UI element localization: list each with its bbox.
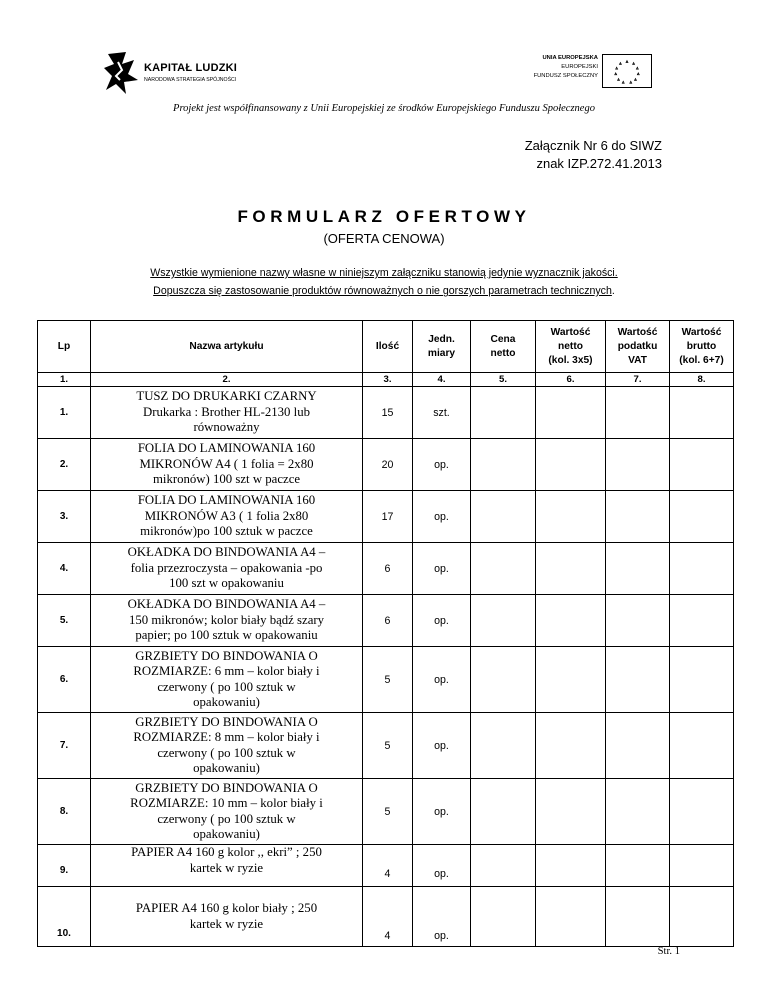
row-price-cell[interactable] — [471, 887, 536, 947]
table-row — [38, 439, 734, 491]
row-name: FOLIA DO LAMINOWANIA 160 MIKRONÓW A3 ( 1 folia 2x80 mikronów)po 100 sztuk w paczce — [91, 491, 363, 543]
header-price: Cena netto — [471, 321, 536, 373]
row-unit: szt. — [413, 387, 471, 439]
page-number: Str. 1 — [657, 946, 680, 957]
row-price-cell[interactable] — [471, 595, 536, 647]
table-header-row — [38, 321, 734, 373]
row-price-cell[interactable] — [471, 713, 536, 779]
row-price-cell[interactable] — [471, 647, 536, 713]
table-row — [38, 713, 734, 779]
table-row — [38, 387, 734, 439]
row-lp: 6. — [38, 647, 91, 713]
row-unit: op. — [413, 647, 471, 713]
kapital-ludzki-title: KAPITAŁ LUDZKI — [144, 62, 238, 74]
notice-line1: Wszystkie wymienione nazwy własne w niniejszym załączniku stanowią jedynie wyznacznik jakości. — [150, 267, 618, 279]
attachment-reference: znak IZP.272.41.2013 — [536, 156, 662, 171]
row-qty: 20 — [363, 439, 413, 491]
row-net-cell[interactable] — [536, 439, 606, 491]
row-vat-cell[interactable] — [606, 439, 670, 491]
table-row — [38, 845, 734, 887]
attachment-info — [525, 137, 662, 173]
row-lp: 5. — [38, 595, 91, 647]
row-vat-cell[interactable] — [606, 595, 670, 647]
funding-note: Projekt jest współfinansowany z Unii Europejskiej ze środków Europejskiego Funduszu Społecznego — [173, 103, 595, 114]
row-lp: 7. — [38, 713, 91, 779]
row-name: PAPIER A4 160 g kolor ,, ekri” ; 250 kartek w ryzie — [91, 845, 363, 887]
table-row — [38, 491, 734, 543]
row-lp: 1. — [38, 387, 91, 439]
notice-line2: Dopuszcza się zastosowanie produktów równoważnych o nie gorszych parametrach technicznych — [153, 285, 612, 297]
row-qty: 6 — [363, 595, 413, 647]
eu-logo — [512, 52, 652, 94]
row-name: TUSZ DO DRUKARKI CZARNY Drukarka : Brother HL-2130 lub równoważny — [91, 387, 363, 439]
kapital-ludzki-emblem-icon — [104, 50, 140, 96]
page-subtitle: (OFERTA CENOWA) — [323, 231, 445, 246]
row-price-cell[interactable] — [471, 779, 536, 845]
row-name: OKŁADKA DO BINDOWANIA A4 – folia przezroczysta – opakowania -po 100 szt w opakowaniu — [91, 543, 363, 595]
row-gross-cell[interactable] — [670, 439, 734, 491]
row-qty: 5 — [363, 713, 413, 779]
row-gross-cell[interactable] — [670, 713, 734, 779]
row-net-cell[interactable] — [536, 491, 606, 543]
row-lp: 4. — [38, 543, 91, 595]
col-number: 2. — [91, 373, 363, 387]
header-name: Nazwa artykułu — [91, 321, 363, 373]
header-unit: Jedn. miary — [413, 321, 471, 373]
row-vat-cell[interactable] — [606, 491, 670, 543]
row-unit: op. — [413, 845, 471, 887]
row-lp: 9. — [38, 845, 91, 887]
row-name: GRZBIETY DO BINDOWANIA O ROZMIARZE: 8 mm – kolor biały i czerwony ( po 100 sztuk w opakowaniu) — [91, 713, 363, 779]
eu-logo-line3: FUNDUSZ SPOŁECZNY — [533, 73, 598, 79]
header-gross-value: Wartość brutto (kol. 6+7) — [670, 321, 734, 373]
row-gross-cell[interactable] — [670, 387, 734, 439]
row-unit: op. — [413, 779, 471, 845]
row-unit: op. — [413, 595, 471, 647]
col-number: 5. — [471, 373, 536, 387]
row-gross-cell[interactable] — [670, 491, 734, 543]
page-title: FORMULARZ OFERTOWY — [237, 207, 531, 226]
col-number: 7. — [606, 373, 670, 387]
row-unit: op. — [413, 491, 471, 543]
row-name: OKŁADKA DO BINDOWANIA A4 – 150 mikronów; kolor biały bądź szary papier; po 100 sztuk w opakowaniu — [91, 595, 363, 647]
table-row — [38, 647, 734, 713]
table-row — [38, 779, 734, 845]
row-unit: op. — [413, 713, 471, 779]
kapital-ludzki-logo — [104, 50, 274, 96]
row-name: GRZBIETY DO BINDOWANIA O ROZMIARZE: 10 mm – kolor biały i czerwony ( po 100 sztuk w opakowaniu) — [91, 779, 363, 845]
col-number: 1. — [38, 373, 91, 387]
row-vat-cell[interactable] — [606, 543, 670, 595]
row-vat-cell[interactable] — [606, 845, 670, 887]
row-gross-cell[interactable] — [670, 887, 734, 947]
row-gross-cell[interactable] — [670, 595, 734, 647]
header-qty: Ilość — [363, 321, 413, 373]
row-vat-cell[interactable] — [606, 779, 670, 845]
row-vat-cell[interactable] — [606, 887, 670, 947]
quality-notice: Wszystkie wymienione nazwy własne w niniejszym załączniku stanowią jedynie wyznacznik jakości. Dopuszcza się zastosowanie produktów równoważnych o nie gorszych parametrach technicznych. — [150, 267, 618, 297]
attachment-number: Załącznik Nr 6 do SIWZ — [524, 138, 662, 153]
row-lp: 3. — [38, 491, 91, 543]
row-qty: 6 — [363, 543, 413, 595]
row-lp: 2. — [38, 439, 91, 491]
row-unit: op. — [413, 887, 471, 947]
row-vat-cell[interactable] — [606, 647, 670, 713]
col-number: 8. — [670, 373, 734, 387]
row-net-cell[interactable] — [536, 845, 606, 887]
row-name: FOLIA DO LAMINOWANIA 160 MIKRONÓW A4 ( 1 folia = 2x80 mikronów) 100 szt w paczce — [91, 439, 363, 491]
row-net-cell[interactable] — [536, 779, 606, 845]
row-qty: 4 — [363, 845, 413, 887]
row-net-cell[interactable] — [536, 595, 606, 647]
eu-logo-line1: UNIA EUROPEJSKA — [542, 55, 598, 61]
eu-logo-line2: EUROPEJSKI — [561, 64, 598, 70]
row-qty: 5 — [363, 779, 413, 845]
row-gross-cell[interactable] — [670, 779, 734, 845]
row-lp: 8. — [38, 779, 91, 845]
row-lp: 10. — [38, 887, 91, 947]
row-qty: 15 — [363, 387, 413, 439]
row-qty: 5 — [363, 647, 413, 713]
header-net-value: Wartość netto (kol. 3x5) — [536, 321, 606, 373]
eu-logo-text — [534, 54, 598, 81]
row-net-cell[interactable] — [536, 543, 606, 595]
header-vat-value: Wartość podatku VAT — [606, 321, 670, 373]
row-net-cell[interactable] — [536, 387, 606, 439]
row-gross-cell[interactable] — [670, 543, 734, 595]
header-lp: Lp — [38, 321, 91, 373]
row-name: GRZBIETY DO BINDOWANIA O ROZMIARZE: 6 mm – kolor biały i czerwony ( po 100 sztuk w opakowaniu) — [91, 647, 363, 713]
column-number-row — [38, 373, 734, 387]
row-price-cell[interactable] — [471, 491, 536, 543]
row-net-cell[interactable] — [536, 647, 606, 713]
kapital-ludzki-subtitle: NARODOWA STRATEGIA SPÓJNOŚCI — [144, 77, 237, 83]
row-gross-cell[interactable] — [670, 647, 734, 713]
table-row — [38, 543, 734, 595]
offer-table — [37, 320, 734, 947]
table-row — [38, 887, 734, 947]
eu-flag-icon — [602, 54, 652, 88]
row-price-cell[interactable] — [471, 543, 536, 595]
row-vat-cell[interactable] — [606, 387, 670, 439]
row-net-cell[interactable] — [536, 887, 606, 947]
row-vat-cell[interactable] — [606, 713, 670, 779]
col-number: 3. — [363, 373, 413, 387]
col-number: 6. — [536, 373, 606, 387]
row-unit: op. — [413, 439, 471, 491]
row-unit: op. — [413, 543, 471, 595]
row-qty: 4 — [363, 887, 413, 947]
row-price-cell[interactable] — [471, 845, 536, 887]
row-qty: 17 — [363, 491, 413, 543]
table-row — [38, 595, 734, 647]
row-name: PAPIER A4 160 g kolor biały ; 250 kartek w ryzie — [91, 887, 363, 947]
row-net-cell[interactable] — [536, 713, 606, 779]
row-price-cell[interactable] — [471, 439, 536, 491]
row-gross-cell[interactable] — [670, 845, 734, 887]
row-price-cell[interactable] — [471, 387, 536, 439]
col-number: 4. — [413, 373, 471, 387]
